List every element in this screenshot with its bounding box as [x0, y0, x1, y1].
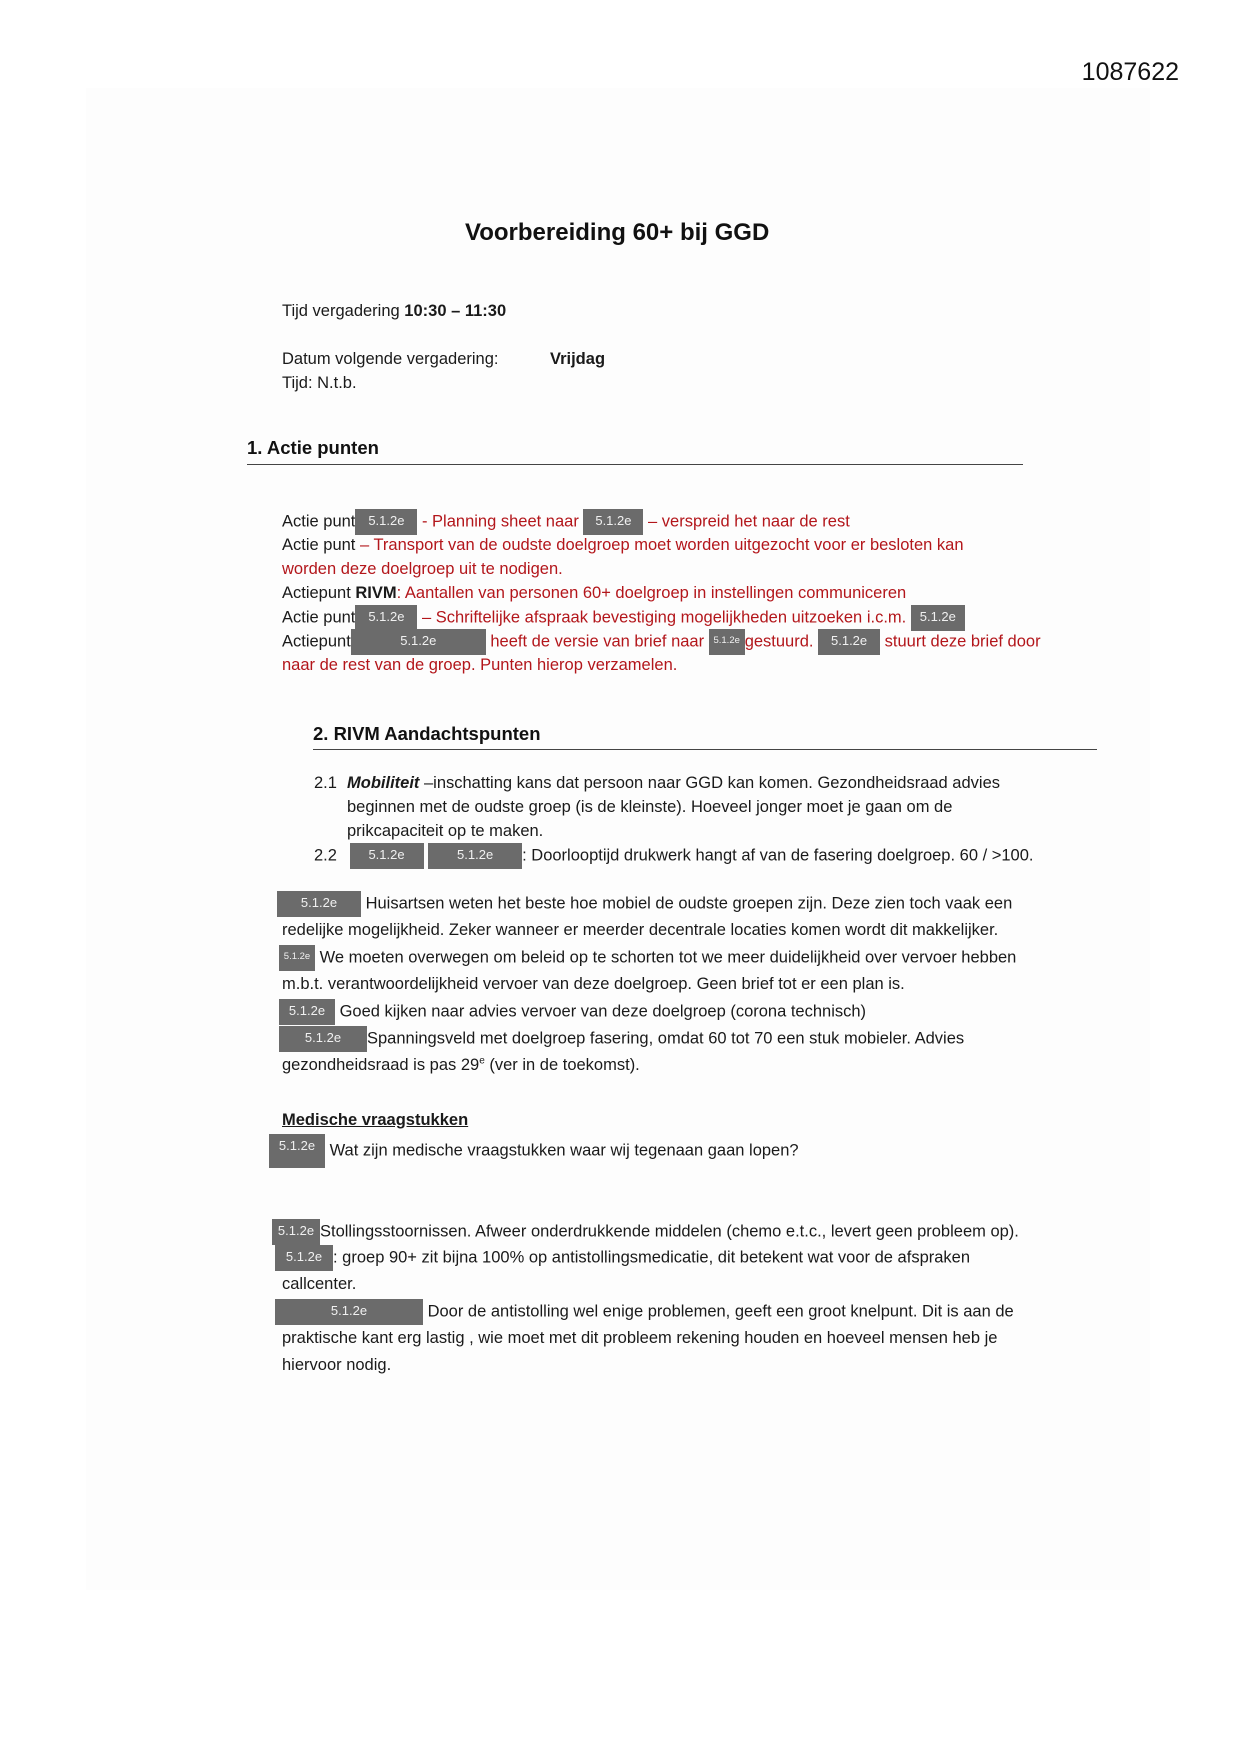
discussion-2 [279, 945, 1016, 971]
redaction-block: 5.1.2e [709, 629, 745, 655]
redaction-block: 5.1.2e [279, 1026, 367, 1052]
discussion-text: We moeten overwegen om beleid op te schorten tot we meer duidelijkheid over vervoer hebben [315, 948, 1017, 967]
action-text: stuurt deze brief door [880, 632, 1041, 651]
discussion-3 [279, 999, 866, 1025]
action-text: – verspreid het naar de rest [643, 512, 850, 531]
redaction-block: 5.1.2e [911, 605, 965, 631]
medical-heading: Medische vraagstukken [282, 1111, 469, 1129]
medical-item-4 [275, 1299, 1014, 1325]
action-item-5 [282, 629, 1041, 655]
action-text: – Schriftelijke afspraak bevestiging mogelijkheden uitzoeken i.c.m. [417, 608, 911, 627]
discussion-1 [277, 891, 1012, 917]
redaction-block: 5.1.2e [350, 843, 424, 869]
action-prefix: Actie punt [282, 512, 356, 531]
action-owner: RIVM [355, 584, 397, 602]
section-divider [247, 464, 1023, 465]
next-meeting-time: Tijd: N.t.b. [282, 374, 357, 392]
medical-text: : groep 90+ zit bijna 100% op antistollingsmedicatie, dit betekent wat voor de afspraken [333, 1248, 971, 1267]
redaction-block: 5.1.2e [818, 629, 880, 655]
meeting-time-value: 10:30 – 11:30 [404, 302, 507, 320]
redaction-block: 5.1.2e [275, 1245, 333, 1271]
item-2-2-text: : Doorlooptijd drukwerk hangt af van de fasering doelgroep. 60 / >100. [522, 846, 1034, 865]
item-2-1-line1 [347, 771, 1000, 795]
section-divider [313, 749, 1097, 750]
medical-item-4-cont2: hiervoor nodig. [282, 1356, 392, 1374]
action-prefix: Actie punt [282, 536, 356, 554]
section-heading-actie-punten: 1. Actie punten [247, 437, 379, 458]
action-prefix: Actiepunt [282, 632, 351, 651]
document-page [86, 88, 1150, 1590]
item-2-2-number: 2.2 [314, 846, 337, 865]
medical-text: Stollingsstoornissen. Afweer onderdrukkende middelen (chemo e.t.c., levert geen probleem op). [320, 1222, 1019, 1241]
medical-item-3-cont: callcenter. [282, 1275, 357, 1293]
discussion-4-cont [282, 1053, 640, 1077]
redaction-block: 5.1.2e [279, 945, 315, 971]
action-item-3 [282, 581, 906, 605]
medical-text: Door de antistolling wel enige problemen, geeft een groot knelpunt. Dit is aan de [423, 1302, 1014, 1321]
redaction-block: 5.1.2e [272, 1219, 320, 1245]
discussion-text: (ver in de toekomst). [484, 1056, 640, 1074]
discussion-1-cont: redelijke mogelijkheid. Zeker wanneer er meerder decentrale locaties komen wordt dit makkelijker. [282, 921, 999, 939]
discussion-text: Spanningsveld met doelgroep fasering, omdat 60 tot 70 een stuk mobieler. Advies [367, 1029, 965, 1048]
next-meeting-date-label: Datum volgende vergadering: [282, 350, 499, 368]
medical-item-3 [275, 1245, 970, 1271]
redaction-block: 5.1.2e [355, 605, 417, 631]
item-2-2 [314, 843, 1034, 869]
discussion-text: gezondheidsraad is pas 29 [282, 1056, 480, 1074]
item-2-1-topic: Mobiliteit [347, 774, 420, 792]
action-text: heeft de versie van brief naar [485, 632, 709, 651]
action-text: - Planning sheet naar [417, 512, 584, 531]
action-item-1 [282, 509, 850, 535]
item-2-1-line2: beginnen met de oudste groep (is de kleinste). Hoeveel jonger moet je gaan om de [347, 798, 953, 816]
next-meeting-date-value: Vrijdag [550, 350, 606, 368]
action-item-4 [282, 605, 965, 631]
action-text: : Aantallen van personen 60+ doelgroep in instellingen communiceren [396, 584, 907, 602]
action-item-5-cont: naar de rest van de groep. Punten hierop verzamelen. [282, 656, 678, 674]
medical-item-2 [272, 1219, 1019, 1245]
discussion-text: Goed kijken naar advies vervoer van deze doelgroep (corona technisch) [335, 1002, 867, 1021]
discussion-4 [279, 1026, 964, 1052]
medical-item-1 [269, 1134, 799, 1168]
document-id: 1087622 [1081, 58, 1179, 86]
action-text: – Transport van de oudste doelgroep moet worden uitgezocht voor er besloten kan [355, 536, 964, 554]
redaction-block: 5.1.2e [351, 629, 486, 655]
redaction-block: 5.1.2e [269, 1134, 325, 1168]
medical-text: Wat zijn medische vraagstukken waar wij tegenaan gaan lopen? [325, 1141, 799, 1160]
meeting-time-label: Tijd vergadering [282, 302, 405, 320]
redaction-block: 5.1.2e [428, 843, 522, 869]
meeting-time [282, 299, 506, 323]
document-title: Voorbereiding 60+ bij GGD [465, 219, 770, 246]
action-item-2-cont: worden deze doelgroep uit te nodigen. [282, 560, 563, 578]
action-prefix: Actie punt [282, 608, 356, 627]
redaction-block: 5.1.2e [583, 509, 643, 535]
redaction-block: 5.1.2e [355, 509, 417, 535]
medical-item-4-cont: praktische kant erg lastig , wie moet met dit probleem rekening houden en hoeveel mensen heb je [282, 1329, 998, 1347]
action-prefix: Actiepunt [282, 584, 356, 602]
action-item-2 [282, 533, 964, 557]
item-2-1-text: –inschatting kans dat persoon naar GGD kan komen. Gezondheidsraad advies [419, 774, 1000, 792]
superscript: e [479, 1055, 485, 1067]
discussion-2-cont: m.b.t. verantwoordelijkheid vervoer van deze doelgroep. Geen brief tot er een plan is. [282, 975, 905, 993]
discussion-text: Huisartsen weten het beste hoe mobiel de oudste groepen zijn. Deze zien toch vaak een [361, 894, 1013, 913]
redaction-block: 5.1.2e [277, 891, 361, 917]
section-heading-rivm-aandachtspunten: 2. RIVM Aandachtspunten [313, 723, 541, 744]
item-2-1-number: 2.1 [314, 774, 337, 792]
redaction-block: 5.1.2e [279, 999, 335, 1025]
item-2-1-line3: prikcapaciteit op te maken. [347, 822, 544, 840]
redaction-block: 5.1.2e [275, 1299, 423, 1325]
action-text: gestuurd. [744, 632, 819, 651]
